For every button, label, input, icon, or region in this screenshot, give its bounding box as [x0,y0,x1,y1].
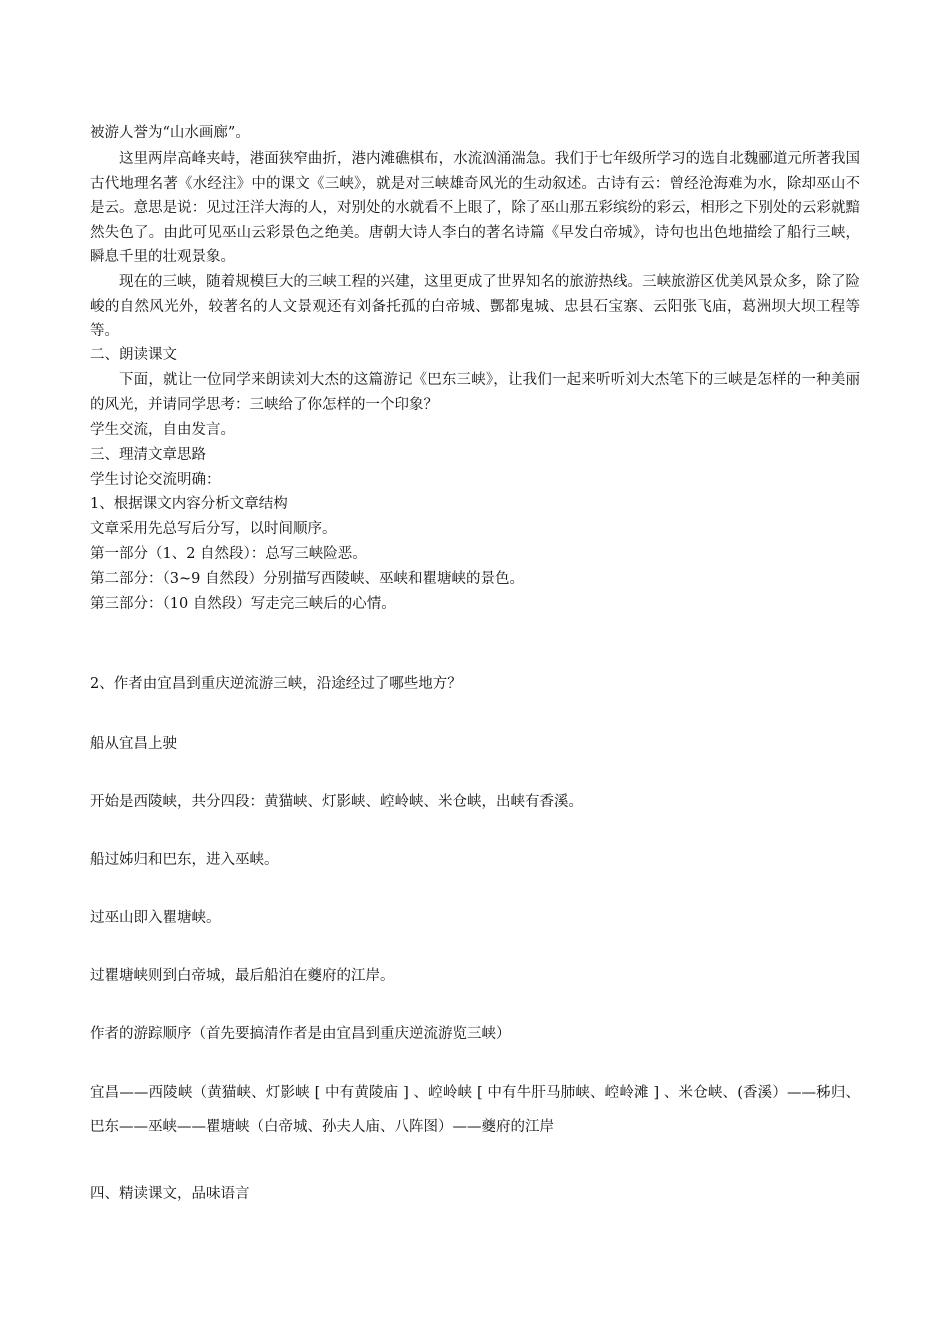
route-sequence: 宜昌——西陵峡（黄猫峡、灯影峡 [ 中有黄陵庙 ] 、崆岭峡 [ 中有牛肝马肺峡、崆岭滩 ] 、米仓峡、(香溪）——秭归、巴东——巫峡——瞿塘峡（白帝城、孙夫人庙、八阵图）——夔府的江岸 [90,1085,860,1135]
paragraph-tourism: 现在的三峡，随着规模巨大的三峡工程的兴建，这里更成了世界知名的旅游热线。三峡旅游区优美风景众多，除了险峻的自然风光外，较著名的人文景观还有刘备托孤的白帝城、酆都鬼城、忠县石宝寨、云阳张飞庙，葛洲坝大坝工程等等。 [90,274,860,339]
question-one: 1、根据课文内容分析文章结构 [90,496,288,512]
text-line: 被游人誉为“山水画廊”。 [90,125,250,141]
route-line: 船过姊归和巴东，进入巫峡。 [90,852,279,868]
paragraph-reading-intro: 下面，就让一位同学来朗读刘大杰的这篇游记《巴东三峡》，让我们一起来听听刘大杰笔下的三峡是怎样的一种美丽的风光，并请同学思考：三峡给了你怎样的一个印象？ [90,372,860,413]
structure-part-two: 第二部分：（3~9 自然段）分别描写西陵峡、巫峡和瞿塘峡的景色。 [90,571,524,587]
structure-part-one: 第一部分（1、2 自然段）：总写三峡险恶。 [90,546,367,562]
text-line: 学生交流，自由发言。 [90,422,235,438]
question-two: 2、作者由宜昌到重庆逆流游三峡，沿途经过了哪些地方？ [90,676,462,692]
route-line: 作者的游踪顺序（首先要搞清作者是由宜昌到重庆逆流游览三峡） [90,1026,511,1042]
route-line: 过巫山即入瞿塘峡。 [90,910,221,926]
text-line: 文章采用先总写后分写，以时间顺序。 [90,521,337,537]
route-line: 船从宜昌上驶 [90,736,177,752]
route-line: 开始是西陵峡，共分四段：黄猫峡、灯影峡、崆岭峡、米仓峡，出峡有香溪。 [90,794,583,810]
structure-part-three: 第三部分：（10 自然段）写走完三峡后的心情。 [90,596,396,612]
section-heading-close-reading: 四、精读课文，品味语言 [90,1186,250,1202]
text-line: 学生讨论交流明确： [90,472,221,488]
section-heading-structure: 三、理清文章思路 [90,447,206,463]
route-line: 过瞿塘峡则到白帝城，最后船泊在夔府的江岸。 [90,968,395,984]
paragraph-gorge-description: 这里两岸高峰夹峙，港面狭窄曲折，港内滩礁棋布，水流汹涌湍急。我们于七年级所学习的选自北魏郦道元所著我国古代地理名著《水经注》中的课文《三峡》，就是对三峡雄奇风光的生动叙述。古诗有云：曾经沧海难为水，除却巫山不是云。意思是说：见过汪洋大海的人，对别处的水就看不上眼了，除了巫山那五彩缤纷的彩云，相形之下别处的云彩就黯然失色了。由此可见巫山云彩景色之绝美。唐朝大诗人李白的著名诗篇《早发白帝城》，诗句也出色地描绘了船行三峡，瞬息千里的壮观景象。 [90,151,860,265]
section-heading-reading: 二、朗读课文 [90,347,177,363]
